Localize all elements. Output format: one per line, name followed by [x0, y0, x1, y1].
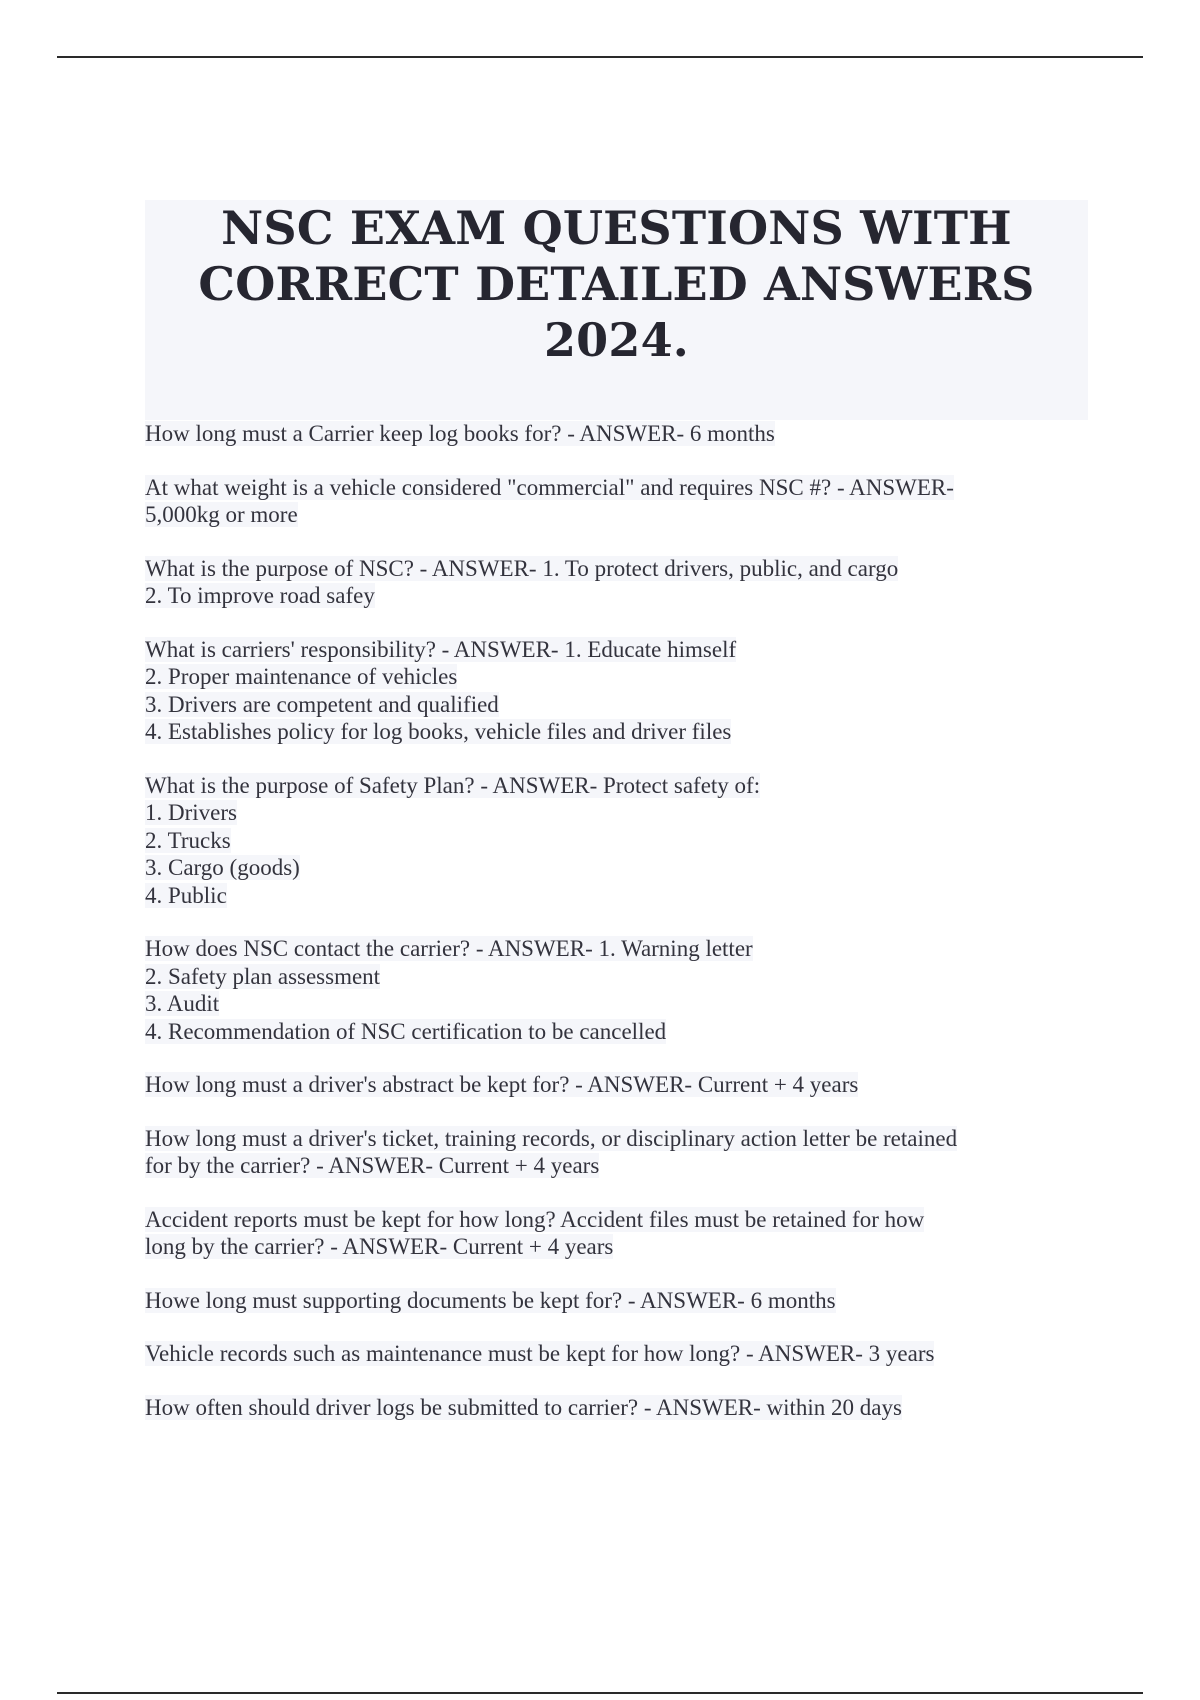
qa-question-line	[145, 1340, 1090, 1368]
qa-item	[145, 1125, 1090, 1180]
qa-line-text: 3. Audit	[145, 991, 220, 1016]
top-rule	[57, 56, 1143, 58]
qa-line-text: 4. Establishes policy for log books, vehicle files and driver files	[145, 719, 732, 744]
qa-item	[145, 474, 1090, 529]
qa-item	[145, 1287, 1090, 1315]
title-line: CORRECT DETAILED ANSWERS	[198, 257, 1035, 311]
qa-question-line	[145, 474, 1090, 502]
qa-answer-line	[145, 1018, 1090, 1046]
qa-line-text: 2. To improve road safey	[145, 583, 375, 608]
qa-question-line	[145, 772, 1090, 800]
qa-answer-line	[145, 691, 1090, 719]
title-line: 2024.	[543, 313, 690, 367]
qa-item	[145, 772, 1090, 910]
qa-answer-line	[145, 1152, 1090, 1180]
qa-question-line	[145, 1206, 1090, 1234]
qa-answer-line	[145, 990, 1090, 1018]
qa-line-text: What is carriers' responsibility? - ANSWER- 1. Educate himself	[145, 636, 737, 662]
qa-question-line	[145, 555, 1090, 583]
qa-line-text: 5,000kg or more	[145, 502, 298, 527]
qa-line-text: 2. Safety plan assessment	[145, 963, 381, 989]
qa-item	[145, 1071, 1090, 1099]
qa-item	[145, 1340, 1090, 1368]
qa-line-text: What is the purpose of Safety Plan? - ANSWER- Protect safety of:	[145, 772, 761, 798]
qa-line-text: How often should driver logs be submitted to carrier? - ANSWER- within 20 days	[145, 1394, 902, 1420]
qa-question-line	[145, 1287, 1090, 1315]
qa-line-text: 4. Public	[145, 882, 227, 908]
qa-item	[145, 1394, 1090, 1422]
qa-line-text: long by the carrier? - ANSWER- Current + 4 years	[145, 1234, 614, 1259]
qa-line-text: 4. Recommendation of NSC certification to be cancelled	[145, 1018, 667, 1044]
qa-question-line	[145, 1071, 1090, 1099]
qa-item	[145, 1206, 1090, 1261]
qa-answer-line	[145, 882, 1090, 910]
qa-line-text: At what weight is a vehicle considered "commercial" and requires NSC #? - ANSWER-	[145, 474, 954, 500]
qa-line-text: How does NSC contact the carrier? - ANSWER- 1. Warning letter	[145, 936, 753, 961]
document-title	[145, 200, 1088, 368]
qa-line-text: Accident reports must be kept for how long? Accident files must be retained for how	[145, 1206, 925, 1232]
qa-answer-line	[145, 963, 1090, 991]
qa-list	[145, 420, 1090, 1447]
qa-item	[145, 935, 1090, 1045]
qa-line-text: for by the carrier? - ANSWER- Current + 4 years	[145, 1153, 600, 1178]
qa-question-line	[145, 1125, 1090, 1153]
qa-answer-line	[145, 1233, 1090, 1261]
qa-question-line	[145, 636, 1090, 664]
qa-answer-line	[145, 854, 1090, 882]
bottom-rule	[57, 1692, 1143, 1694]
qa-item	[145, 555, 1090, 610]
qa-line-text: How long must a Carrier keep log books for? - ANSWER- 6 months	[145, 421, 775, 446]
title-block	[145, 200, 1088, 420]
qa-answer-line	[145, 663, 1090, 691]
qa-line-text: Howe long must supporting documents be kept for? - ANSWER- 6 months	[145, 1287, 836, 1313]
qa-line-text: 1. Drivers	[145, 800, 237, 825]
qa-line-text: 3. Drivers are competent and qualified	[145, 691, 499, 717]
title-line: NSC EXAM QUESTIONS WITH	[221, 201, 1012, 255]
qa-item	[145, 636, 1090, 746]
qa-question-line	[145, 935, 1090, 963]
qa-answer-line	[145, 501, 1090, 529]
qa-answer-line	[145, 827, 1090, 855]
qa-line-text: 3. Cargo (goods)	[145, 855, 300, 880]
qa-line-text: How long must a driver's ticket, training records, or disciplinary action letter be retained	[145, 1125, 958, 1151]
qa-line-text: 2. Trucks	[145, 827, 231, 853]
qa-answer-line	[145, 799, 1090, 827]
qa-question-line	[145, 420, 1090, 448]
qa-line-text: How long must a driver's abstract be kept for? - ANSWER- Current + 4 years	[145, 1072, 859, 1097]
qa-line-text: What is the purpose of NSC? - ANSWER- 1. To protect drivers, public, and cargo	[145, 555, 899, 581]
qa-answer-line	[145, 582, 1090, 610]
qa-answer-line	[145, 718, 1090, 746]
qa-item	[145, 420, 1090, 448]
qa-question-line	[145, 1394, 1090, 1422]
qa-line-text: 2. Proper maintenance of vehicles	[145, 664, 458, 689]
qa-line-text: Vehicle records such as maintenance must be kept for how long? - ANSWER- 3 years	[145, 1341, 935, 1366]
